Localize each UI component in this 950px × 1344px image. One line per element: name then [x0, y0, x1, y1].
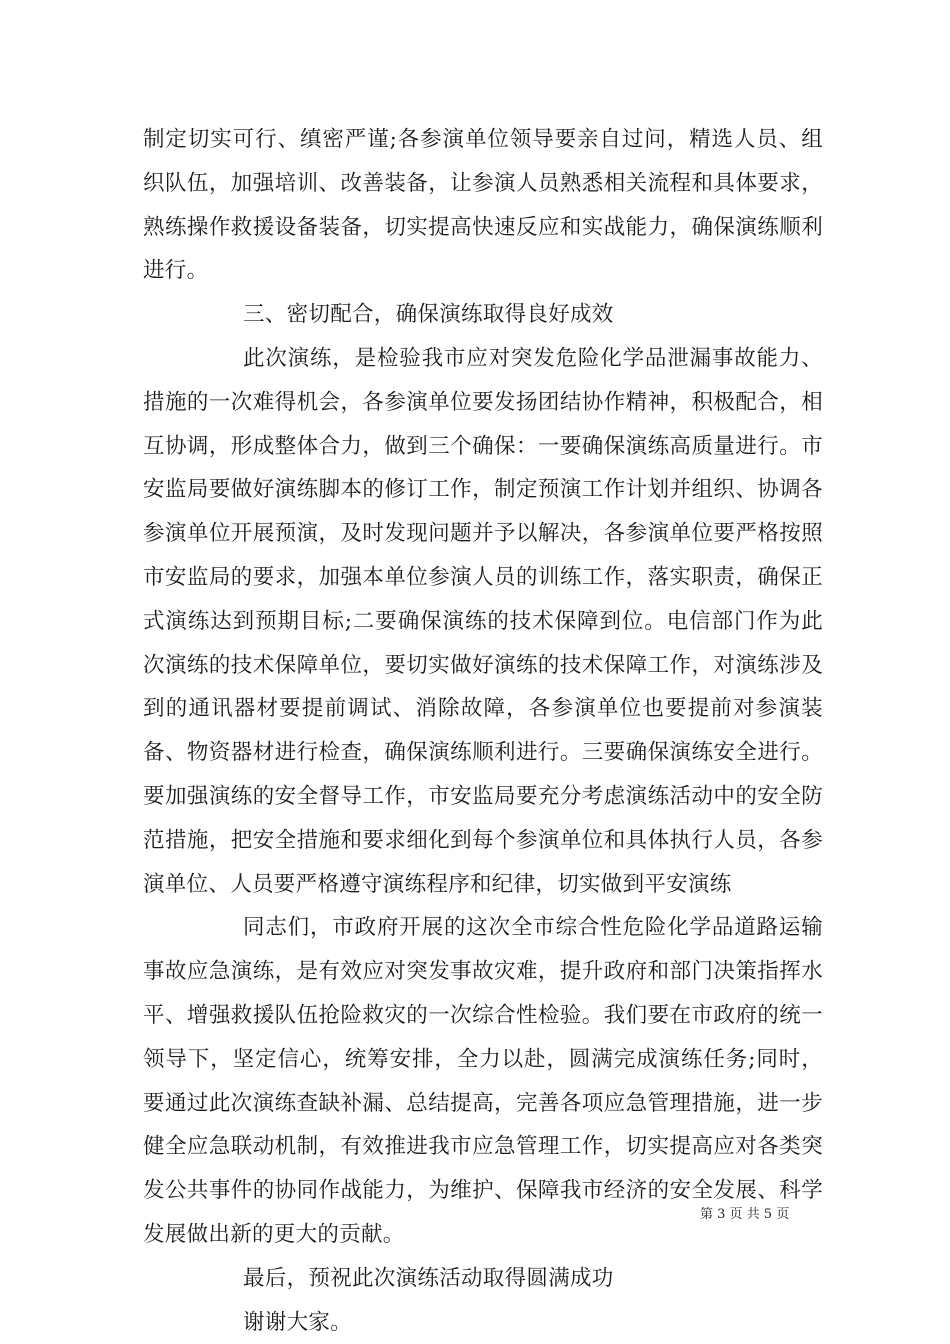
paragraph-comrades: 同志们，市政府开展的这次全市综合性危险化学品道路运输事故应急演练，是有效应对突发事故灾难，提升政府和部门决策指挥水平、增强救援队伍抢险救灾的一次综合性检验。我们要在市政府的统一领导下，坚定信心，统筹安排，全力以赴，圆满完成演练任务;同时，要通过此次演练查缺补漏、总结提高，完善各项应急管理措施，进一步健全应急联动机制，有效推进我市应急管理工作，切实提高应对各类突发公共事件的协同作战能力，为维护、保障我市经济的安全发展、科学发展做出新的更大的贡献。 [143, 915, 823, 1247]
section-heading-3: 三、密切配合，确保演练取得良好成效 [243, 302, 614, 328]
paragraph-closing-wish: 最后，预祝此次演练活动取得圆满成功 [243, 1265, 614, 1291]
paragraph-three-ensures: 此次演练，是检验我市应对突发危险化学品泄漏事故能力、措施的一次难得机会，各参演单位要发扬团结协作精神，积极配合，相互协调，形成整体合力，做到三个确保：一要确保演练高质量进行。市安监局要做好演练脚本的修订工作，制定预演工作计划并组织、协调各参演单位开展预演，及时发现问题并予以解决，各参演单位要严格按照市安监局的要求，加强本单位参演人员的训练工作，落实职责，确保正式演练达到预期目标;二要确保演练的技术保障到位。电信部门作为此次演练的技术保障单位，要切实做好演练的技术保障工作，对演练涉及到的通讯器材要提前调试、消除故障，各参演单位也要提前对参演装备、物资器材进行检查，确保演练顺利进行。三要确保演练安全进行。要加强演练的安全督导工作，市安监局要充分考虑演练活动中的安全防范措施，把安全措施和要求细化到每个参演单位和具体执行人员，各参演单位、人员要严格遵守演练程序和纪律，切实做到平安演练 [143, 345, 823, 897]
document-body [143, 118, 823, 1344]
page-number-footer: 第 3 页 共 5 页 [700, 1207, 790, 1222]
paragraph-continuation: 制定切实可行、缜密严谨;各参演单位领导要亲自过问，精选人员、组织队伍，加强培训、改善装备，让参演人员熟悉相关流程和具体要求，熟练操作救援设备装备，切实提高快速反应和实战能力，确保演练顺利进行。 [143, 127, 823, 284]
paragraph-thanks: 谢谢大家。 [243, 1309, 353, 1335]
